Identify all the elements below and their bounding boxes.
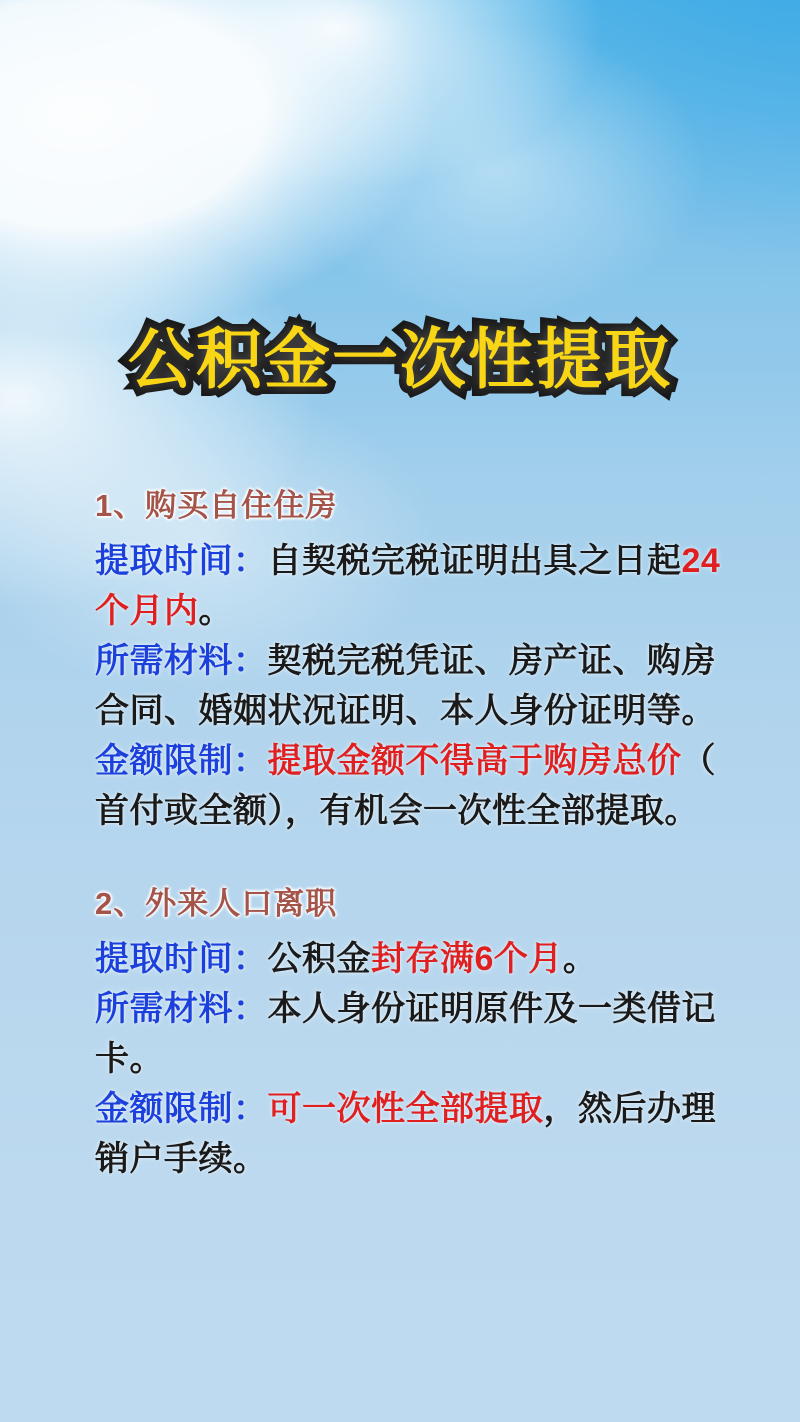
text-segment-label: 所需材料：: [95, 642, 268, 680]
rule-line: [95, 536, 735, 586]
rule-section-2: [95, 882, 735, 1184]
text-segment-highlight: 提取金额不得高于购房总价: [267, 742, 682, 780]
text-segment-highlight: 封存满6个月: [371, 940, 563, 978]
text-segment-body: 销户手续。: [95, 1140, 268, 1178]
rules-list: [95, 484, 735, 1184]
rule-line: [95, 1084, 735, 1134]
section-heading: 2、外来人口离职: [95, 886, 338, 921]
text-segment-body: 公积金: [267, 940, 371, 978]
text-segment-label: 金额限制：: [95, 1090, 268, 1128]
text-segment-highlight: 个月内: [95, 592, 199, 630]
rule-line: [95, 934, 735, 984]
section-heading: 1、购买自住住房: [95, 488, 338, 523]
text-segment-body: 本人身份证明原件及一类借记: [267, 990, 716, 1028]
text-segment-body: 合同、婚姻状况证明、本人身份证明等。: [95, 692, 716, 730]
rule-line: [95, 1134, 735, 1184]
rule-line: [95, 984, 735, 1034]
text-segment-body: 契税完税凭证、房产证、购房: [267, 642, 716, 680]
text-segment-body: ，然后办理: [543, 1090, 716, 1128]
text-segment-label: 金额限制：: [95, 742, 268, 780]
text-segment-label: 提取时间：: [95, 940, 268, 978]
text-segment-label: 所需材料：: [95, 990, 268, 1028]
text-segment-highlight: 可一次性全部提取: [267, 1090, 544, 1128]
page-title: 公积金一次性提取: [128, 322, 672, 396]
text-segment-highlight: 24: [681, 542, 721, 580]
text-segment-body: 卡。: [95, 1040, 164, 1078]
rule-line: [95, 786, 735, 836]
rule-line: [95, 586, 735, 636]
rule-line: [95, 686, 735, 736]
rule-section-1: [95, 484, 735, 836]
text-segment-body: （: [681, 742, 716, 780]
rule-line: [95, 736, 735, 786]
text-segment-body: 自契税完税证明出具之日起: [267, 542, 682, 580]
text-segment-body: 首付或全额），有机会一次性全部提取。: [95, 792, 699, 830]
text-segment-body: 。: [198, 592, 233, 630]
rule-line: [95, 636, 735, 686]
text-segment-body: 。: [562, 940, 598, 978]
text-segment-label: 提取时间：: [95, 542, 268, 580]
rule-line: [95, 1034, 735, 1084]
